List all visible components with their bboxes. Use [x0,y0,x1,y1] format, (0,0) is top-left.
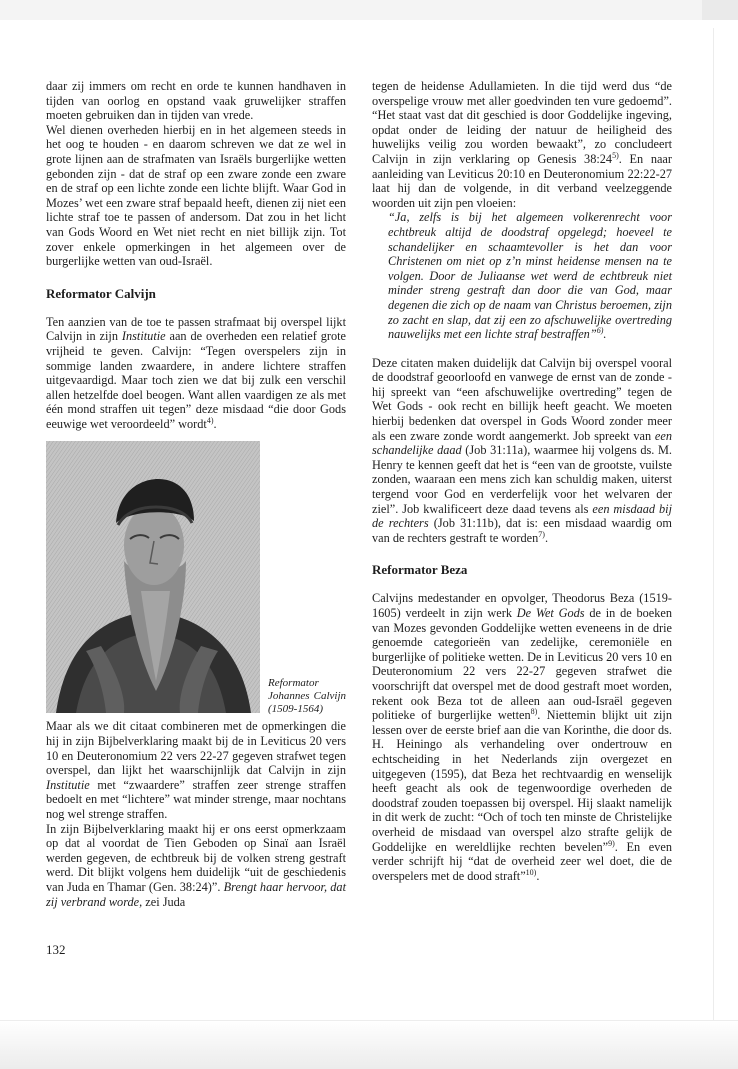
paragraph: Ten aanzien van de toe te passen strafmaat bij overspel lijkt Calvijn in zijn Institutie aan de overheden een relatief grote vrijheid te geven. Calvijn: “Tegen overspelers zijn in sommige landen zwaardere, in andere lichtere straffen uitgevaardigd. Maar toch zien we dat bij zulk een verschil allen hetzelfde doel beogen. Want allen vaardigen ze als met één mond straffen uit tegen” deze misdaad “die door Gods eeuwige wet veroordeeld” wordt$^{4)}$. [46,314,346,431]
calvijn-portrait-image [46,441,260,713]
section-heading-beza: Reformator Beza [372,562,468,578]
footnote-marker: 6) [596,326,604,335]
footnote-marker: 5) [612,150,619,160]
paragraph: tegen de heidense Adullamieten. In die tijd werd dus “de overspelige vrouw met aller goedvinden ten vure gedoemd”. “Het staat vast dat dit geschied is door Goddelijke ingeving, opdat onder de leiding der natuur de heiligheid des huwelijks veilig zou worden bewaakt”, zo concludeert Calvijn in zijn verklaring op Genesis 38:24$^{5)}$. En naar aanleiding van Leviticus 20:10 en Deuteronomium 22:22-27 laat hij dan de volgende, in dit verband veelzeggende woorden uit zijn pen vloeien: [372,79,672,210]
paragraph: In zijn Bijbelverklaring maakt hij er ons eerst opmerkzaam op dat al voordat de Tien Geboden op Sinaï aan Israël werden gegeven, de echtbreuk bij de volken streng gestraft werd. Dit blijkt volgens hem duidelijk “uit de geschiedenis van Juda en Thamar (Gen. 38:24)”. Brengt haar hervoor, dat zij verbrand worde, zei Juda [46,821,346,909]
footnote-marker: 4) [206,415,214,425]
scan-corner-block [702,0,738,20]
footnote-marker: 10) [525,867,537,877]
scan-right-edge [713,28,724,1028]
figure-caption: Reformator Johannes Calvijn (1509-1564) [268,677,346,716]
paragraph: Calvijns medestander en opvolger, Theodorus Beza (1519-1605) verdeelt in zijn werk De Wet Gods de in de boeken van Mozes gevonden Goddelijke wetten eveneens in de drie genoemde categorieën van zedelijke, ceremoniële en burgerlijke of politieke wetten. De in Leviticus 20 vers 10 en Deuteronomium 22 vers 22-27 gegeven strafwet die voorschrijft dat overspel met de dood gestraft moet worden, rekent ook Beza tot de alleen aan oud-Israël gegeven politieke of burgerlijke wetten$^{8)}$. Niettemin blijkt uit zijn lessen over de eerste brief aan die van Korinthe, die door ds. H. Heiningo als verhandeling over ondertrouw en echtscheiding in het Nederlands zijn overgezet en uitgegeven (1595), dat Beza het rechtvaardig en wenselijk heeft geacht als ook de tegenwoordige overheden de doodstraf zouden toepassen bij overspel. Hij slaakt namelijk in dit werk de zucht: “Och of toch ten minste de Christelijke overheid de misdaad van overspel alzo strafte gelijk de Goddelijke en wereldlijke rechten bevelen”$^{9)}$. En even verder schrijft hij “dat de overheid zeer wel doet, die de overspelers met de dood straft”$^{10)}$. [372,591,672,883]
footnote-marker: 8) [530,707,538,717]
paragraph: daar zij immers om recht en orde te kunnen handhaven in tijden van oorlog en opstand vaak gruwelijker straffen moeten gebruiken dan in tijden van vrede. [46,79,346,123]
section-heading-calvijn: Reformator Calvijn [46,285,156,301]
page-number: 132 [46,942,66,957]
portrait-figure [46,441,346,716]
paragraph: Maar als we dit citaat combineren met de opmerkingen die hij in zijn Bijbelverklaring maakt bij de in Leviticus 20 vers 10 en Deuteronomium 22 vers 22-27 gegeven strafwet tegen overspel, dan lijkt het waarschijnlijk dat Calvijn in zijn Institutie met “zwaardere” straffen zeer strenge straffen bedoelt en met “lichtere” wat minder strenge, maar nochtans nog wel strenge straffen. [46,719,346,822]
footnote-marker: 9) [608,838,615,848]
scan-top-edge [0,0,738,20]
scan-bottom-edge [0,1020,738,1069]
paragraph: Deze citaten maken duidelijk dat Calvijn bij overspel vooral de doodstraf geoorloofd en vanwege de ernst van de zonde - hij spreekt van “een afschuwelijke overtreding” tegen de Wet Gods - ook recht en billijk heeft geacht. We moeten hierbij bedenken dat overspel in Gods Woord zonder meer als een zware zonde wordt aangemerkt. Job spreekt van een schandelijke daad (Job 31:11a), waarmee hij volgens ds. M. Henry te kennen geeft dat het is “een van de grootste, vuilste zonden, waaraan een mens zich kan schuldig maken, uiterst tergend voor God en verderfelijk voor het welvaren der ziel”. Job kwalificeert deze daad tevens als een misdaad bij de rechters (Job 31:11b), dat is: een misdaad waardig om van de rechters gestraft te worden$^{7)}$. [372,355,672,545]
left-column [46,79,346,909]
paragraph: Wel dienen overheden hierbij en in het algemeen steeds in het oog te houden - en daarom schreven we dat ze wel in grote lijnen aan de strafmaten van Israëls burgerlijke wetten gebonden zijn - dat de straf op een zware zonde een zware en de straf op een lichte zonde een lichte blijft. Waar God in Mozes’ wet een zware straf bepaald heeft, dienen zij niet een lichte straf toe te passen of andersom. Dat zou in het licht van Gods Woord en Wet niet recht en niet billijk zijn. Tot zover enkele opmerkingen in het algemeen over de burgerlijke wetten van oud-Israël. [46,122,346,269]
right-column [372,79,672,883]
block-quote: “Ja, zelfs is bij het algemeen volkerenrecht voor echtbreuk altijd de doodstraf opgelegd; hoeveel te schandelijker en schaamtevoller is het dan voor Christenen om niet op z’n minst heidense mensen na te volgen. Door de Juliaanse wet werd de echtbreuk niet minder streng gestraft dan door die van God, maar degenen die zich op de naam van Christus beroemen, zijn zo zacht en slap, dat zij een zo afschuwelijke overtreding nauwelijks met een lichte straf bestraffen”$^{6)}$. [388,210,672,342]
footnote-marker: 7) [538,529,545,539]
